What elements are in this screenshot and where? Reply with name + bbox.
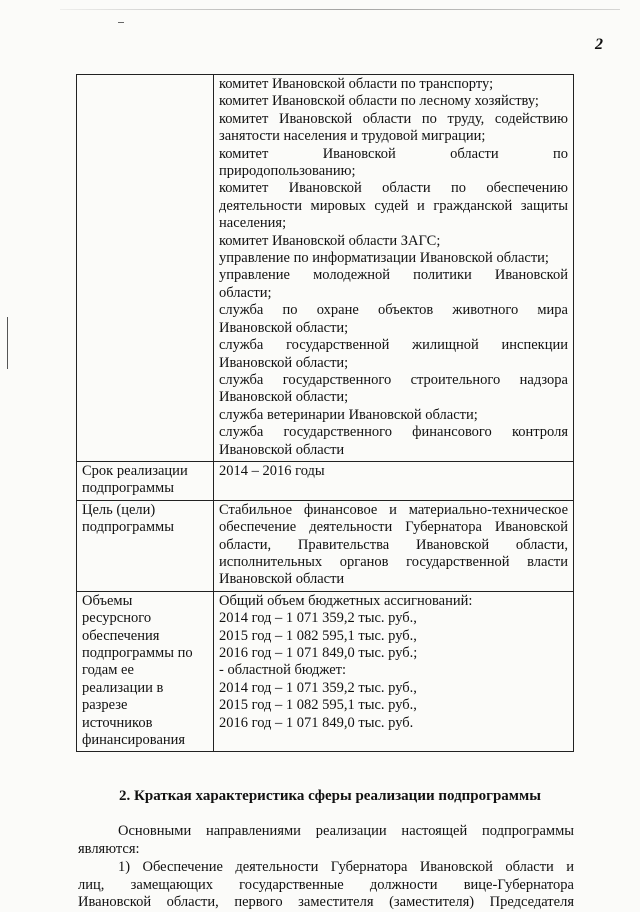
page-number: 2 [595, 36, 603, 53]
funding-label-line: финансирования [82, 732, 186, 749]
funding-value-line: 2015 год – 1 082 595,1 тыс. руб., [219, 627, 417, 644]
subprogram-passport-table [76, 74, 574, 752]
goal-value-line: области, Правительства Ивановской области, [219, 536, 568, 553]
table-row-funding [77, 591, 574, 752]
funding-label-line: подпрограммы по [82, 645, 193, 661]
term-label-cont: подпрограммы [82, 480, 174, 497]
funding-value-line: 2015 год – 1 082 595,1 тыс. руб., [219, 697, 417, 714]
goal-value-line: Ивановской области [219, 571, 345, 588]
funding-value-cell [214, 591, 574, 752]
funding-label-line: годам ее [82, 662, 134, 679]
agency-item: управление по информатизации Ивановской области; [219, 250, 549, 267]
agency-item-cont: занятости населения и трудовой миграции; [219, 128, 486, 145]
agency-item-cont: природопользованию; [219, 163, 356, 180]
term-label-cell [77, 461, 214, 500]
agency-item: служба государственного строительного надзора [219, 371, 568, 388]
table-row-goal [77, 500, 574, 591]
goal-value-line: Стабильное финансовое и материально-техническое [219, 501, 568, 518]
funding-label-line: реализации в [82, 679, 164, 696]
item-1-line: лиц, замещающих государственные должности вице-Губернатора [78, 876, 574, 893]
funding-label-line: Объемы [82, 592, 133, 609]
funding-value-line: - областной бюджет: [219, 662, 347, 679]
agency-item: комитет Ивановской области по труду, содействию [219, 110, 568, 127]
agency-item-cont: Ивановской области; [219, 354, 349, 371]
item-1-line: 1) Обеспечение деятельности Губернатора Ивановской области и [118, 859, 574, 875]
agency-item: служба по охране объектов животного мира [219, 302, 568, 319]
intro-line: Основными направлениями реализации настоящей подпрограммы [118, 823, 574, 839]
funding-value-line: 2016 год – 1 071 849,0 тыс. руб.; [219, 645, 418, 661]
agency-item: комитет Ивановской области по транспорту; [219, 76, 494, 92]
agency-item-cont: населения; [219, 215, 287, 232]
goal-label-cell [77, 500, 214, 591]
funding-value-line: 2014 год – 1 071 359,2 тыс. руб., [219, 610, 417, 627]
agency-item: комитет Ивановской области по обеспечению [219, 180, 568, 197]
goal-label-cont: подпрограммы [82, 519, 174, 536]
agency-item: служба ветеринарии Ивановской области; [219, 406, 478, 423]
agency-item-cont: области; [219, 284, 272, 301]
agency-item: комитет Ивановской области по [219, 145, 568, 162]
intro-paragraph [78, 823, 574, 858]
funding-label-line: разрезе [82, 697, 128, 714]
scan-artifact-margin-mark [7, 317, 8, 369]
funding-label-line: источников [82, 714, 153, 731]
agency-item: управление молодежной политики Ивановской [219, 267, 568, 284]
scan-artifact-line [60, 9, 620, 10]
agency-item-cont: деятельности мировых судей и гражданской защиты [219, 197, 568, 214]
goal-value-line: обеспечение деятельности Губернатора Ивановской [219, 519, 568, 536]
scan-artifact-dash [118, 22, 124, 23]
agency-item-cont: Ивановской области [219, 441, 345, 458]
agency-item-cont: Ивановской области; [219, 319, 349, 336]
section-heading: 2. Краткая характеристика сферы реализации подпрограммы [119, 788, 541, 804]
funding-label-line: ресурсного [82, 610, 152, 627]
funding-value-line: 2014 год – 1 071 359,2 тыс. руб., [219, 679, 417, 696]
term-value-cell [214, 461, 574, 500]
agencies-label-cell [77, 75, 214, 462]
agency-item: комитет Ивановской области ЗАГС; [219, 232, 441, 249]
agency-item: служба государственного финансового контроля [219, 424, 568, 441]
term-value: 2014 – 2016 годы [219, 462, 325, 479]
goal-value-line: исполнительных органов государственной власти [219, 553, 568, 570]
agency-item: служба государственной жилищной инспекции [219, 337, 568, 354]
agency-item: комитет Ивановской области по лесному хозяйству; [219, 93, 539, 110]
funding-label-cell [77, 591, 214, 752]
funding-label-line: обеспечения [82, 627, 160, 644]
term-label: Срок реализации [82, 462, 188, 479]
table-row-term [77, 461, 574, 500]
goal-value-cell [214, 500, 574, 591]
goal-label: Цель (цели) [82, 501, 156, 518]
funding-value-line: 2016 год – 1 071 849,0 тыс. руб. [219, 714, 414, 731]
table-row-agencies [77, 75, 574, 462]
agency-item-cont: Ивановской области; [219, 389, 349, 406]
intro-line: являются: [78, 840, 140, 857]
item-1-paragraph [78, 859, 574, 912]
agencies-list-cell [214, 75, 574, 462]
item-1-line: Ивановской области, первого заместителя (заместителя) Председателя [78, 894, 574, 911]
funding-value-line: Общий объем бюджетных ассигнований: [219, 592, 473, 609]
